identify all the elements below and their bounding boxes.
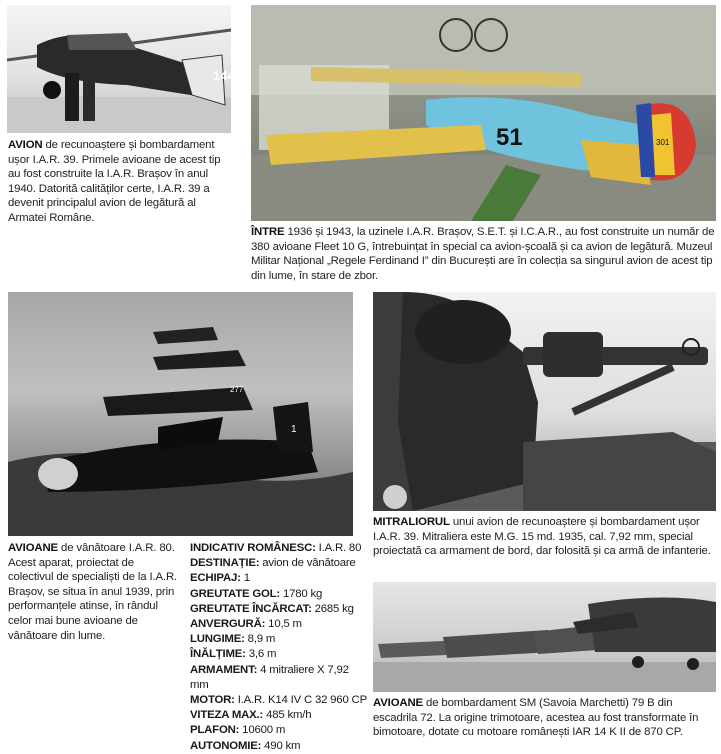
caption-sm79-lead: AVIOANE [373,697,424,709]
photo-fleet-museum [251,5,716,221]
spec-row: ARMAMENT: 4 mitraliere X 7,92 [190,663,349,676]
fuselage-number: 51 [496,124,523,151]
spec-row: PLAFON: 10600 m [190,724,286,737]
photo-gunner [373,292,716,511]
photo-sm79-bombers [373,582,716,692]
spec-row: INDICATIV ROMÂNESC: I.A.R. 80 [190,542,362,554]
caption-gunner [373,515,716,559]
spec-row: GREUTATE ÎNCĂRCAT: 2685 kg [190,602,354,615]
caption-fleet-text: 1936 și 1943, la uzinele I.A.R. Brașov, S.E.T. și I.C.A.R., au fost construite un număr de 380 avioane Fleet 10 G, întrebuințat în special ca avion-școală și ca avion de legătură. Muzeul Militar Național „Regele Ferdinand I” din București are în colecția sa singurul avion de acest tip din lume, în stare de zbor. [251,226,715,282]
caption-iar80 [8,541,178,643]
spec-row: DESTINAȚIE: avion de vânătoare [190,557,356,570]
caption-gunner-text: unui avion de recunoaștere și bombardament ușor I.A.R. 39. Mitraliera este M.G. 15 md. 1935, cal. 7,92 mm, special proiectată ca armament de bord, dar folosită și ca armă de infanterie. [373,516,711,558]
caption-gunner-lead: MITRALIORUL [373,516,450,528]
spec-row: ÎNĂLȚIME: 3,6 m [190,648,277,661]
spec-row: mm [190,678,209,691]
caption-fleet-lead: ÎNTRE [251,226,285,238]
tail-number: 144 [213,68,235,83]
photo-sm79-bombers-drawing [373,582,716,692]
caption-iar80-text: de vânătoare I.A.R. 80. Acest aparat, proiectat de colectivul de specialiști de la I.A.R. Brașov, se situa în anul 1939, prin performanțele atinse, în rândul celor mai bune avioane de vânătoare din lume. [8,542,178,642]
spec-row: AUTONOMIE: 490 km [190,739,301,752]
spec-row: ANVERGURĂ: 10,5 m [190,618,302,631]
photo-gunner-drawing [373,292,716,511]
caption-iar39-lead: AVION [8,139,43,151]
photo-iar80-formation [8,292,353,536]
plane-number-277: 277 [230,385,244,394]
caption-iar39 [8,138,234,226]
caption-iar39-text: de recunoaștere și bombardament ușor I.A.R. 39. Primele avioane de acest tip au fost construite la I.A.R. Brașov în anul 1940. Datorită calităților certe, I.A.R. 39 a devenit principalul avion de legătură al Armatei Române. [8,139,221,224]
caption-iar80-lead: AVIOANE [8,542,59,554]
photo-iar80-formation-drawing [8,292,353,536]
spec-row: GREUTATE GOL: 1780 kg [190,587,323,600]
spec-row: MOTOR: I.A.R. K14 IV C 32 960 CP [190,694,367,707]
plane-number-1: 1 [291,424,297,435]
tail-number-fleet: 301 [656,138,670,147]
photo-fleet-museum-drawing [251,5,716,221]
photo-iar39-ground-drawing [7,5,235,133]
caption-fleet [251,225,716,283]
caption-sm79 [373,696,716,740]
caption-sm79-text: de bombardament SM (Savoia Marchetti) 79 B din escadrila 72. La origine trimotoare, acestea au fost transformate în bimotoare, dotate cu motoare românești IAR 14 K II de 870 CP. [373,697,699,739]
iar80-spec-list [190,541,365,754]
spec-row: VITEZA MAX.: 485 km/h [190,709,312,722]
spec-row: ECHIPAJ: 1 [190,572,250,585]
photo-iar39-ground [7,5,235,133]
spec-row: LUNGIME: 8,9 m [190,633,276,646]
